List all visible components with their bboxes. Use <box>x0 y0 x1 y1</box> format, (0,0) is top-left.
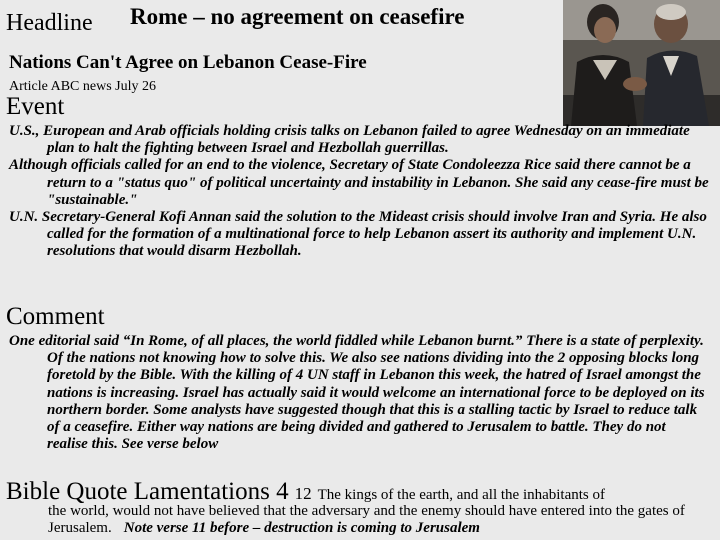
event-body <box>9 123 709 261</box>
comment-body <box>9 333 709 453</box>
bible-quote-line <box>6 478 605 506</box>
event-heading: Event <box>6 93 65 120</box>
event-paragraph: U.N. Secretary-General Kofi Annan said the solution to the Mideast crisis should involve Iran and Syria. He also called for the formation of a multinational force to help Lebanon assert its authority and implement U.N. resolutions that would disarm Hezbollah. <box>9 209 707 260</box>
subheadline: Nations Can't Agree on Lebanon Cease-Fire <box>9 52 367 73</box>
article-source: Article ABC news July 26 <box>9 79 156 94</box>
verse-note: Note verse 11 before – destruction is coming to Jerusalem <box>123 520 480 536</box>
headline-label: Headline <box>6 10 93 36</box>
news-photo-image <box>563 0 720 126</box>
event-paragraph: U.S., European and Arab officials holding crisis talks on Lebanon failed to agree Wednesday on an immediate plan to halt the fighting between Israel and Hezbollah guerrillas. <box>9 123 690 157</box>
event-paragraph: Although officials called for an end to the violence, Secretary of State Condoleezza Rice said there cannot be a return to a "status quo" of political uncertainty and instability in Lebanon. She said any cease-fire must be "sustainable." <box>9 157 709 208</box>
bible-quote-heading: Bible Quote Lamentations 4 <box>6 478 289 505</box>
news-photo <box>563 0 720 126</box>
bible-quote-continuation <box>48 503 718 537</box>
verse-text-start: The kings of the earth, and all the inhabitants of <box>317 487 606 503</box>
verse-text-rest: the world, would not have believed that the adversary and the enemy should have entered into the gates of Jerusalem. <box>48 503 685 536</box>
verse-number: 12 <box>294 484 312 503</box>
comment-heading: Comment <box>6 303 105 330</box>
comment-paragraph: One editorial said “In Rome, of all places, the world fiddled while Lebanon burnt.” There is a state of perplexity. Of the nations not knowing how to solve this. We also see nations dividing into the 2 opposing blocks long foretold by the Bible. With the killing of 4 UN staff in Lebanon this week, the hatred of Israel amongst the nations is increasing. Israel has actually said it would welcome an international force to be deployed on its northern border. Some analysts have suggested though that this is a stalling tactic by Israel to reduce talk of a ceasefire. Either way nations are being divided and gathered to Jerusalem to battle. They do not realise this. See verse below <box>9 333 705 453</box>
headline-title: Rome – no agreement on ceasefire <box>130 4 465 29</box>
